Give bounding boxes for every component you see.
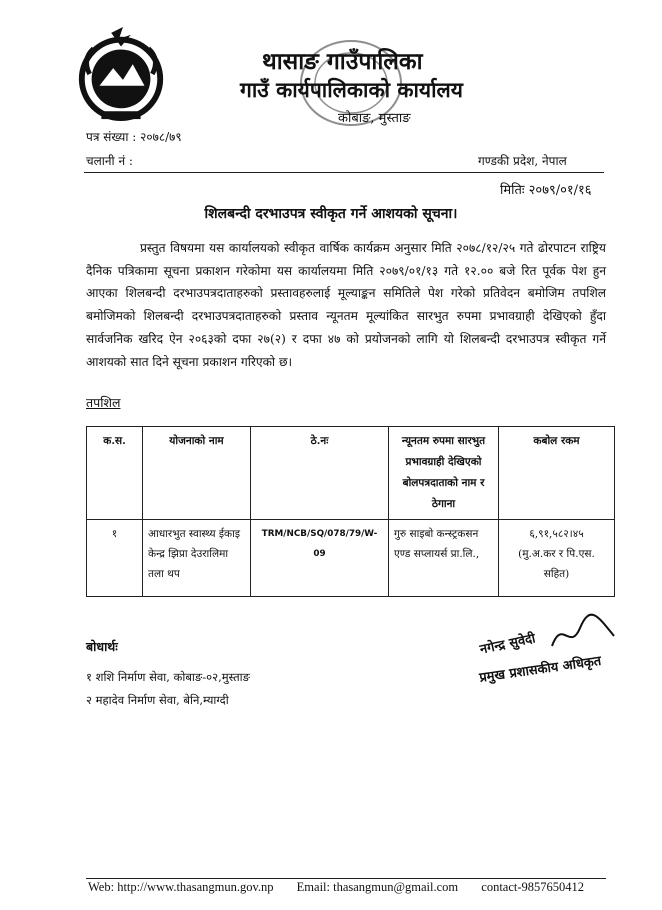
cell-reference: TRM/NCB/SQ/078/79/W-09 <box>251 520 389 597</box>
cc-label: बोधार्थः <box>86 639 118 654</box>
bid-table <box>86 426 615 597</box>
cell-serial: १ <box>87 520 143 597</box>
header-amount: कबोल रकम <box>499 427 615 520</box>
province-label: गण्डकी प्रदेश, नेपाल <box>478 154 567 168</box>
notice-body: प्रस्तुत विषयमा यस कार्यालयको स्वीकृत वार्षिक कार्यक्रम अनुसार मिति २०७८/१२/२५ गते ढोरपाटन राष्ट्रिय दैनिक पत्रिकामा सूचना प्रकाशन गरेकोमा यस कार्यालयमा मिति २०७९/०१/१३ गते १२.०० बजे रित पूर्वक पेश हुन आएका शिलबन्दी दरभाउपत्रदाताहरुको प्रस्तावहरुलाई मूल्याङ्कन समितिले पेश गरेको प्रतिवेदन बमोजिम तपशिल बमोजिमको शिलबन्दी दरभाउपत्रदाताहरुको प्रस्ताव न्यूनतम मूल्यांकित सारभुत रुपमा प्रभावग्राही देखिएको हुँदा सार्वजनिक खरिद ऐन २०६३को दफा २७(२) र दफा ४७ को प्रयोजनको लागि यो शिलबन्दी दरभाउपत्र स्वीकृत गर्ने आशयको सात दिने सूचना प्रकाशन गरिएको छ। <box>86 241 606 369</box>
footer-web: Web: http://www.thasangmun.gov.np <box>88 880 274 894</box>
footer-contact: contact-9857650412 <box>481 880 585 894</box>
nepal-emblem-icon <box>72 24 170 124</box>
organization-name: थासाङ गाउँपालिका <box>262 48 423 75</box>
header-project: योजनाको नाम <box>143 427 251 520</box>
office-name: गाउँ कार्यपालिकाको कार्यालय <box>240 77 463 102</box>
amount-note: (मु.अ.कर र पि.एस. सहित) <box>518 548 595 580</box>
cell-amount <box>499 520 615 597</box>
cc-item: १ शशि निर्माण सेवा, कोबाङ-०२,मुस्ताङ <box>86 670 250 684</box>
footer <box>88 880 604 895</box>
cell-bidder: गुरु साइबो कन्स्ट्रकसन एण्ड सप्लायर्स प्रा.लि., <box>389 520 499 597</box>
notice-title: शिलबन्दी दरभाउपत्र स्वीकृत गर्ने आशयको सूचना। <box>204 206 458 222</box>
header-reference: ठे.नः <box>251 427 389 520</box>
letter-number: पत्र संख्या : २०७८/७९ <box>86 130 182 144</box>
footer-email: Email: thasangmun@gmail.com <box>296 880 459 894</box>
table-row <box>87 520 615 597</box>
footer-divider <box>86 878 606 879</box>
signatory-name: नगेन्द्र सुवेदी <box>478 631 537 658</box>
signatory-title: प्रमुख प्रशासकीय अधिकृत <box>478 653 603 686</box>
dispatch-number: चलानी नं : <box>86 154 133 168</box>
cell-project: आधारभुत स्वास्थ्य ईकाइ केन्द्र झिप्रा देउरालिमा तला थप <box>143 520 251 597</box>
notice-date: मितिः २०७९/०१/१६ <box>500 183 592 198</box>
cc-item: २ महादेव निर्माण सेवा, बेनि,म्याग्दी <box>86 693 229 707</box>
amount-value: ६,९१,५८२।४५ <box>529 528 584 540</box>
office-address: कोबाङ, मुस्ताङ <box>338 111 411 126</box>
header-serial: क.स. <box>87 427 143 520</box>
header-bidder: न्यूनतम रुपमा सारभुत प्रभावग्राही देखिएको बोलपत्रदाताको नाम र ठेगाना <box>389 427 499 520</box>
details-label: तपशिल <box>86 395 121 410</box>
signature-icon <box>548 612 618 654</box>
table-header-row <box>87 427 615 520</box>
header-divider <box>84 172 604 173</box>
